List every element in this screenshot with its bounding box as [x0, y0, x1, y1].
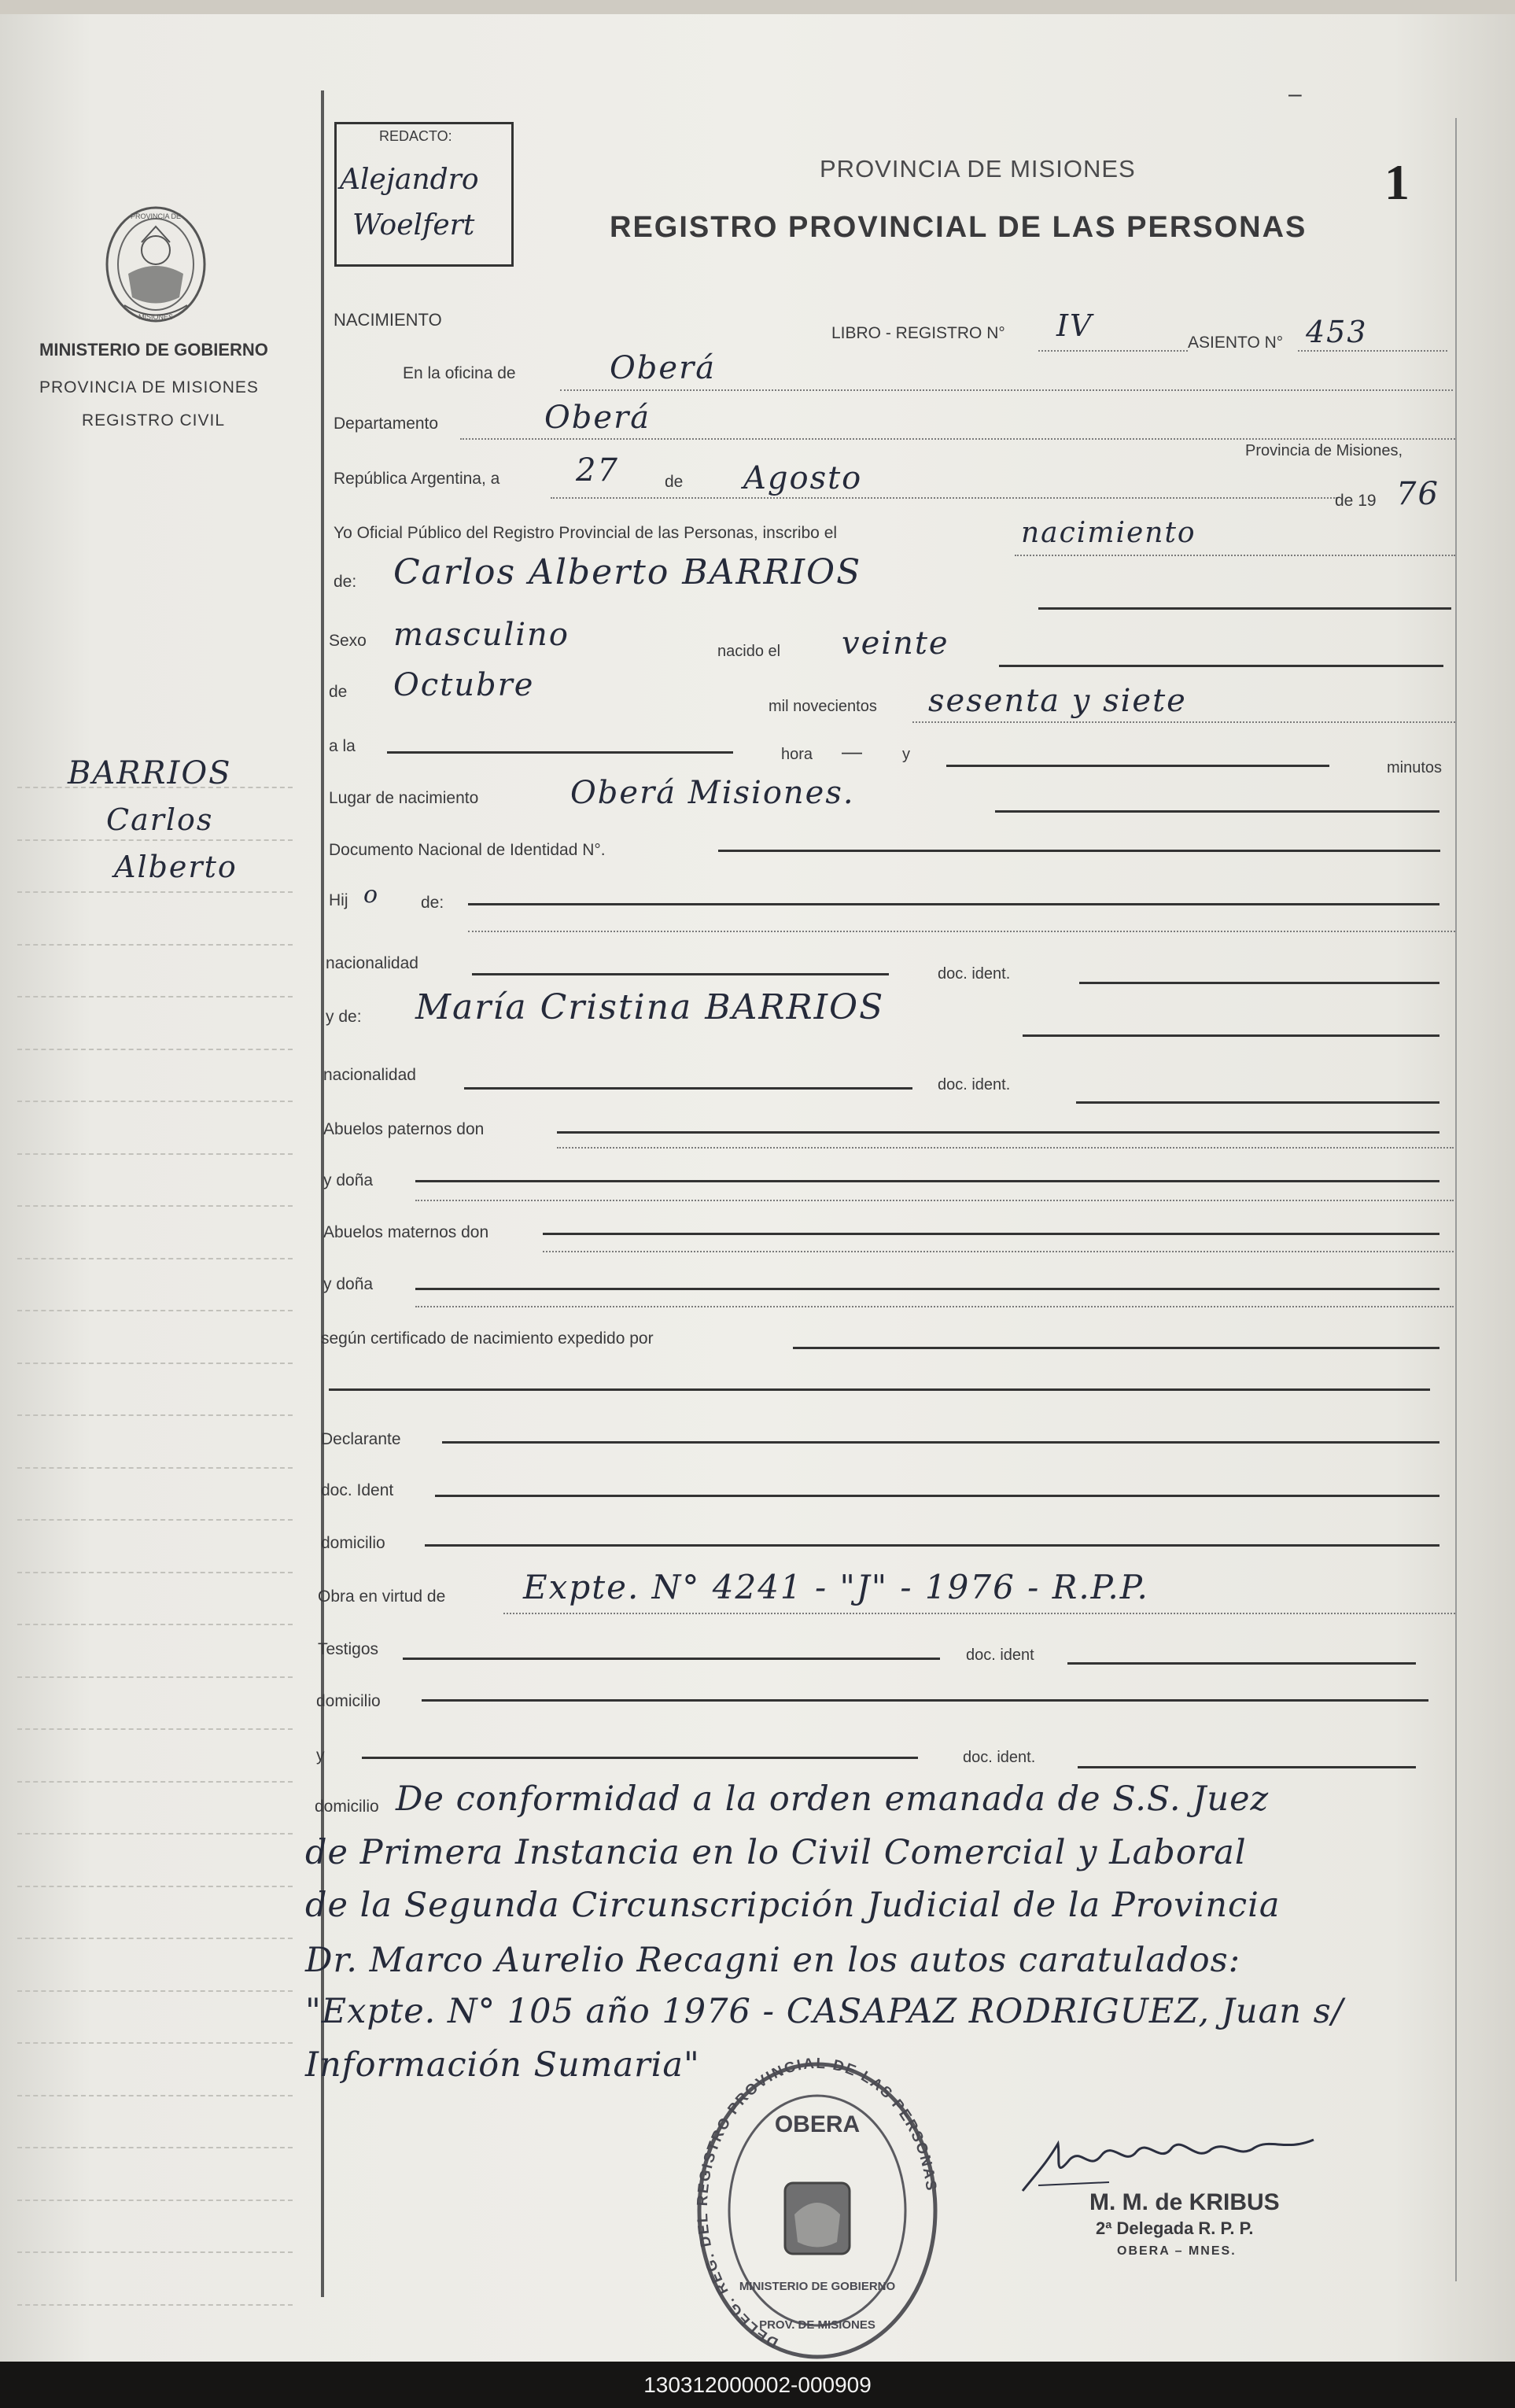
body-line-2: de Primera Instancia en lo Civil Comercial y Laboral: [305, 1833, 1247, 1872]
asiento-label: ASIENTO N°: [1188, 334, 1284, 352]
date-de-label: de: [665, 473, 684, 491]
obra-value: Expte. N° 4241 - "J" - 1976 - R.P.P.: [523, 1568, 1149, 1606]
sidebar-ministry: MINISTERIO DE GOBIERNO: [39, 340, 268, 360]
svg-text:PROVINCIA DE: PROVINCIA DE: [130, 212, 182, 220]
oficina-fill-line: [560, 389, 1453, 391]
redacto-name-first: Alejandro: [340, 164, 479, 196]
body-line-5: "Expte. N° 105 año 1976 - CASAPAZ RODRIGUEZ, Juan s/: [305, 1992, 1344, 2031]
mil-label: mil novecientos: [769, 698, 877, 715]
right-rule: [1455, 118, 1457, 2281]
republica-label: República Argentina, a: [334, 470, 500, 488]
page-number: 1: [1384, 154, 1410, 210]
abuelos-paternos-label: Abuelos paternos don: [323, 1120, 485, 1138]
sidebar-ruled-line: [17, 1205, 293, 1207]
sidebar-ruled-line: [17, 944, 293, 946]
svg-text:MISIONES: MISIONES: [138, 313, 174, 321]
header-province: PROVINCIA DE MISIONES: [820, 155, 1136, 183]
redacto-name-last: Woelfert: [352, 209, 475, 242]
y-dona-fill-line: [415, 1200, 1454, 1201]
dni-line: [718, 850, 1440, 852]
signer-name: M. M. de KRIBUS: [1089, 2189, 1280, 2215]
provincia-label: Provincia de Misiones,: [1245, 442, 1403, 459]
hij-suffix: o: [363, 881, 380, 909]
sidebar-ruled-line: [17, 1049, 293, 1050]
sidebar-ruled-line: [17, 1519, 293, 1521]
sexo-value: masculino: [393, 617, 570, 653]
sidebar-ruled-line: [17, 1414, 293, 1416]
minutos-label: minutos: [1387, 759, 1443, 776]
sidebar-ruled-line: [17, 2200, 293, 2201]
nacionalidad-label: nacionalidad: [326, 954, 418, 972]
abuelos-maternos-line: [543, 1233, 1439, 1235]
svg-text:PROV. DE MISIONES: PROV. DE MISIONES: [759, 2318, 875, 2332]
body-line-1: De conformidad a la orden emanada de S.S. Juez: [396, 1779, 1270, 1819]
minutos-line: [946, 765, 1329, 767]
sidebar-ruled-line: [17, 1258, 293, 1259]
y-dona2-line: [415, 1288, 1439, 1290]
y-dona2-fill-line: [415, 1306, 1454, 1307]
date-fill-line: [551, 497, 1337, 499]
sidebar-ruled-line: [17, 1624, 293, 1625]
declarante-label: Declarante: [321, 1430, 401, 1448]
day-value: 27: [576, 452, 619, 489]
year-words-value: sesenta y siete: [928, 683, 1187, 719]
sidebar-ruled-line: [17, 1676, 293, 1678]
nacionalidad2-line: [464, 1087, 912, 1090]
de-colon-label: de:: [334, 573, 357, 591]
inscribo-fill-line: [1015, 555, 1455, 556]
body-line-3: de la Segunda Circunscripción Judicial de la Provincia: [305, 1886, 1281, 1925]
y2-line: [362, 1757, 918, 1759]
margin-note-first-name: Carlos: [106, 802, 214, 837]
oficina-value: Oberá: [610, 350, 717, 386]
sidebar-ruled-line: [17, 2251, 293, 2253]
signer-place: OBERA – MNES.: [1117, 2244, 1237, 2258]
doc-ident3-label: doc. Ident: [321, 1481, 394, 1499]
y-de-label: y de:: [326, 1008, 362, 1026]
departamento-label: Departamento: [334, 415, 439, 433]
a-la-label: a la: [329, 737, 356, 755]
domicilio2-line: [422, 1699, 1428, 1702]
sidebar-ruled-line: [17, 1101, 293, 1102]
doc-ident3-line: [435, 1495, 1439, 1497]
nacido-dash-line: [999, 665, 1443, 667]
abuelos-paternos-fill-line: [557, 1147, 1454, 1149]
year-prefix: de 19: [1335, 492, 1377, 510]
y-dona2-label: y doña: [323, 1275, 374, 1293]
y-dona-line: [415, 1180, 1439, 1182]
sidebar-ruled-line: [17, 891, 293, 893]
declarante-line: [442, 1441, 1439, 1444]
abuelos-maternos-fill-line: [543, 1251, 1454, 1252]
abuelos-paternos-line: [557, 1131, 1439, 1134]
doc-ident-line: [1079, 982, 1439, 984]
sidebar-ruled-line: [17, 2095, 293, 2096]
sidebar-ruled-line: [17, 2042, 293, 2044]
asiento-fill-line: [1298, 350, 1447, 352]
doc-ident4-line: [1067, 1662, 1416, 1665]
signer-title: 2ª Delegada R. P. P.: [1096, 2218, 1254, 2238]
doc-ident2-line: [1076, 1101, 1439, 1104]
asiento-value: 453: [1306, 315, 1368, 349]
libro-label: LIBRO - REGISTRO N°: [831, 324, 1005, 342]
departamento-fill-line: [460, 438, 1455, 440]
sidebar-ruled-line: [17, 1467, 293, 1469]
top-right-dash: –: [1288, 81, 1302, 107]
hij-label: Hij: [329, 891, 348, 909]
sidebar-ruled-line: [17, 1886, 293, 1887]
month2-value: Octubre: [393, 667, 535, 703]
sidebar-ruled-line: [17, 996, 293, 997]
abuelos-maternos-label: Abuelos maternos don: [323, 1223, 489, 1241]
lugar-dash-line: [995, 810, 1439, 813]
sidebar-ruled-line: [17, 2304, 293, 2306]
sidebar-ruled-line: [17, 1833, 293, 1835]
inscribo-value: nacimiento: [1021, 517, 1196, 549]
father-de-label: de:: [421, 894, 444, 912]
domicilio-label: domicilio: [321, 1534, 385, 1552]
doc-ident5-line: [1078, 1766, 1416, 1768]
testigos-label: Testigos: [318, 1640, 379, 1658]
y-dona-label: y doña: [323, 1171, 374, 1189]
lugar-label: Lugar de nacimiento: [329, 789, 479, 807]
domicilio3-label: domicilio: [315, 1798, 379, 1816]
father-fill-line: [468, 931, 1455, 932]
libro-value: IV: [1056, 308, 1093, 343]
year-value: 76: [1396, 476, 1439, 512]
oficina-label: En la oficina de: [403, 364, 516, 382]
coat-of-arms-icon: [93, 195, 219, 329]
body-line-4: Dr. Marco Aurelio Recagni en los autos caratulados:: [305, 1941, 1241, 1980]
doc-ident-label: doc. ident.: [938, 965, 1011, 983]
margin-note-second-name: Alberto: [114, 850, 238, 884]
doc-ident4-label: doc. ident: [966, 1647, 1034, 1664]
svg-text:OBERA: OBERA: [774, 2111, 861, 2137]
nacido-label: nacido el: [717, 643, 781, 660]
nacionalidad-line: [472, 973, 889, 975]
sidebar-ruled-line: [17, 1728, 293, 1730]
year-words-fill-line: [912, 721, 1455, 723]
official-seal-stamp: [692, 2057, 942, 2362]
libro-fill-line: [1038, 350, 1188, 352]
oficial-text: Yo Oficial Público del Registro Provincial de las Personas, inscribo el: [334, 524, 838, 542]
domicilio-line: [425, 1544, 1439, 1547]
de2-label: de: [329, 683, 348, 701]
sidebar-ruled-line: [17, 2147, 293, 2148]
obra-fill-line: [503, 1613, 1455, 1614]
segun-line-2: [329, 1388, 1430, 1391]
y2-label: y: [316, 1746, 325, 1765]
page-top-edge: [0, 0, 1515, 14]
segun-label: según certificado de nacimiento expedido por: [321, 1329, 654, 1348]
sidebar-ruled-line: [17, 1153, 293, 1155]
body-line-6: Información Sumaria": [305, 2045, 700, 2085]
hora-label: hora: [781, 746, 813, 763]
document-id: 130312000002-000909: [643, 2373, 872, 2397]
nacionalidad2-label: nacionalidad: [323, 1066, 416, 1084]
testigos-line: [403, 1658, 940, 1660]
sidebar-ruled-line: [17, 1938, 293, 1939]
sidebar-ruled-line: [17, 1363, 293, 1364]
svg-text:MINISTERIO DE GOBIERNO: MINISTERIO DE GOBIERNO: [739, 2280, 896, 2293]
segun-line: [793, 1347, 1439, 1349]
hora-line: [387, 751, 733, 754]
header-registry-title: REGISTRO PROVINCIAL DE LAS PERSONAS: [610, 211, 1307, 244]
month-value: Agosto: [743, 460, 863, 496]
record-type-label: NACIMIENTO: [334, 310, 442, 330]
dni-label: Documento Nacional de Identidad N°.: [329, 841, 606, 859]
margin-note-surname: BARRIOS: [68, 755, 232, 791]
sidebar-ruled-line: [17, 839, 293, 841]
mother-name: María Cristina BARRIOS: [415, 987, 885, 1027]
doc-ident5-label: doc. ident.: [963, 1749, 1036, 1766]
sidebar-ruled-line: [17, 1781, 293, 1783]
domicilio2-label: domicilio: [316, 1692, 381, 1710]
sidebar-ruled-line: [17, 1990, 293, 1992]
svg-text:DELEG. REG. DEL REGISTRO PROVI: DELEG. REG. DEL REGISTRO PROVINCIAL DE LAS PERSONAS: [694, 2057, 940, 2351]
registrant-name: Carlos Alberto BARRIOS: [393, 552, 862, 592]
sidebar-province: PROVINCIA DE MISIONES: [39, 378, 259, 396]
sidebar-registry: REGISTRO CIVIL: [82, 411, 226, 430]
father-line: [468, 903, 1439, 905]
y-label: y: [902, 746, 910, 763]
name-dash-line: [1038, 607, 1451, 610]
lugar-value: Oberá Misiones.: [570, 775, 855, 811]
departamento-value: Oberá: [544, 400, 651, 436]
redacto-label: REDACTO:: [379, 128, 452, 144]
obra-label: Obra en virtud de: [318, 1588, 446, 1606]
sidebar-ruled-line: [17, 1572, 293, 1573]
sidebar-ruled-line: [17, 1310, 293, 1311]
nacido-value: veinte: [842, 625, 949, 662]
mother-dash-line: [1023, 1034, 1439, 1037]
hora-dash: —: [842, 739, 862, 763]
doc-ident2-label: doc. ident.: [938, 1076, 1011, 1093]
sexo-label: Sexo: [329, 632, 367, 650]
